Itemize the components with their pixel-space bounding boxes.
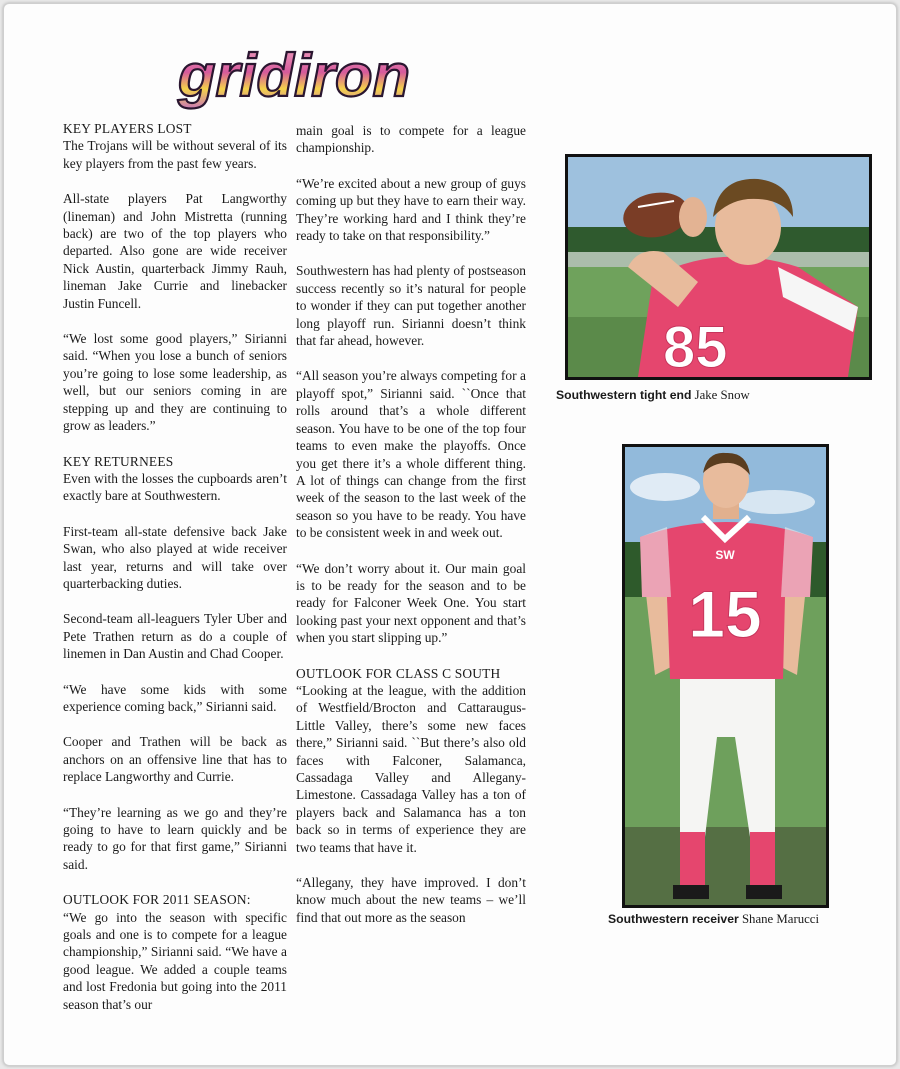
paragraph: “Allegany, they have improved. I don’t know much about the new teams – we’ll find that out more as the season — [296, 875, 526, 925]
paragraph: “We go into the season with specific goals and one is to compete for a league championship,” Sirianni said. “We have a good league. We added a couple teams and lost Fredonia but going into the 2011 season that’s our — [63, 909, 287, 1012]
section-heading-key-returnees: KEY RETURNEES — [63, 453, 174, 469]
paragraph: “All season you’re always competing for a playoff spot,” Sirianni said. ``Once that rolls around that’s a whole different season. You have to be one of the top four teams to even make the playoffs. Once you get there it’s a whole different thing. A lot of things can change from the first week of the season to the last week of the season so you have to be ready. You have to be consistent week in and week out. — [296, 368, 526, 541]
paragraph: All-state players Pat Langworthy (lineman) and John Mistretta (running back) are two of the top players who departed. Also gone are wide receiver Nick Austin, quarterback Jimmy Rauh, lineman Jake Currie and linebacker Justin Funcell. — [63, 191, 287, 311]
photo-caption-2 — [608, 912, 819, 927]
paragraph: The Trojans will be without several of its key players from the past few years. — [63, 138, 287, 171]
jersey-chest-text: SW — [715, 548, 735, 562]
paragraph: “They’re learning as we go and they’re going to have to learn quickly and be ready to go for that first game,” Sirianni said. — [63, 804, 287, 872]
article-column-1 — [63, 120, 287, 1013]
magazine-page — [3, 3, 897, 1066]
caption-label: Southwestern receiver — [608, 912, 739, 926]
masthead-title: gridiron — [176, 42, 410, 109]
paragraph: main goal is to compete for a league championship. — [296, 123, 526, 156]
paragraph: Second-team all-leaguers Tyler Uber and Pete Trathen return as do a couple of linemen in Dan Austin and Chad Cooper. — [63, 611, 287, 662]
photo-shane-marucci — [622, 444, 829, 908]
paragraph: “We have some kids with some experience coming back,” Sirianni said. — [63, 681, 287, 714]
section-heading-outlook-class-c: OUTLOOK FOR CLASS C SOUTH — [296, 665, 501, 681]
paragraph: First-team all-state defensive back Jake Swan, who also played at wide receiver last year, returns and will take over quarterbacking duties. — [63, 523, 287, 591]
photo-jake-snow — [565, 154, 872, 380]
paragraph: “We’re excited about a new group of guys coming up but they have to earn their way. They’re working hard and I think they’re ready to take on that responsibility.” — [296, 175, 526, 244]
paragraph: “Looking at the league, with the addition of Westfield/Brocton and Cattaraugus-Little Valley, there’s some new faces there,” Sirianni said. ``But there’s also old faces with Falconer, Salamanca, Cassadaga Valley and Allegany-Limestone. Cassadaga Valley has a ton of players back and Salamanca has a ton back so in terms of experience they are two teams that have it. — [296, 682, 526, 855]
paragraph: “We lost some good players,” Sirianni said. “When you lose a bunch of seniors you’re going to lose some leadership, as well, but our seniors coming in are stepping up and they are continuing to grow as leaders.” — [63, 331, 287, 434]
section-heading-key-players-lost: KEY PLAYERS LOST — [63, 121, 192, 136]
caption-label: Southwestern tight end — [556, 388, 692, 402]
jersey-number: 85 — [663, 315, 728, 377]
article-column-2 — [296, 122, 526, 926]
paragraph: Even with the losses the cupboards aren’t exactly bare at Southwestern. — [63, 470, 287, 504]
paragraph: Southwestern has had plenty of postseason success recently so it’s natural for people to wonder if they can put together another long playoff run. Sirianni doesn’t think that far ahead, however. — [296, 263, 526, 349]
section-heading-outlook-2011: OUTLOOK FOR 2011 SEASON: — [63, 892, 251, 908]
photo-caption-1 — [556, 388, 750, 403]
paragraph: Cooper and Trathen will be back as anchors on an offensive line that has to replace Langworthy and Currie. — [63, 734, 287, 785]
paragraph: “We don’t worry about it. Our main goal is to be ready for the season and to be ready for Falconer Week One. You start looking past your next opponent and that’s when you start slipping up.” — [296, 560, 526, 646]
jersey-number: 15 — [688, 577, 762, 651]
masthead-logo — [176, 40, 416, 116]
caption-name: Shane Marucci — [741, 912, 820, 926]
caption-name: Jake Snow — [694, 388, 750, 402]
